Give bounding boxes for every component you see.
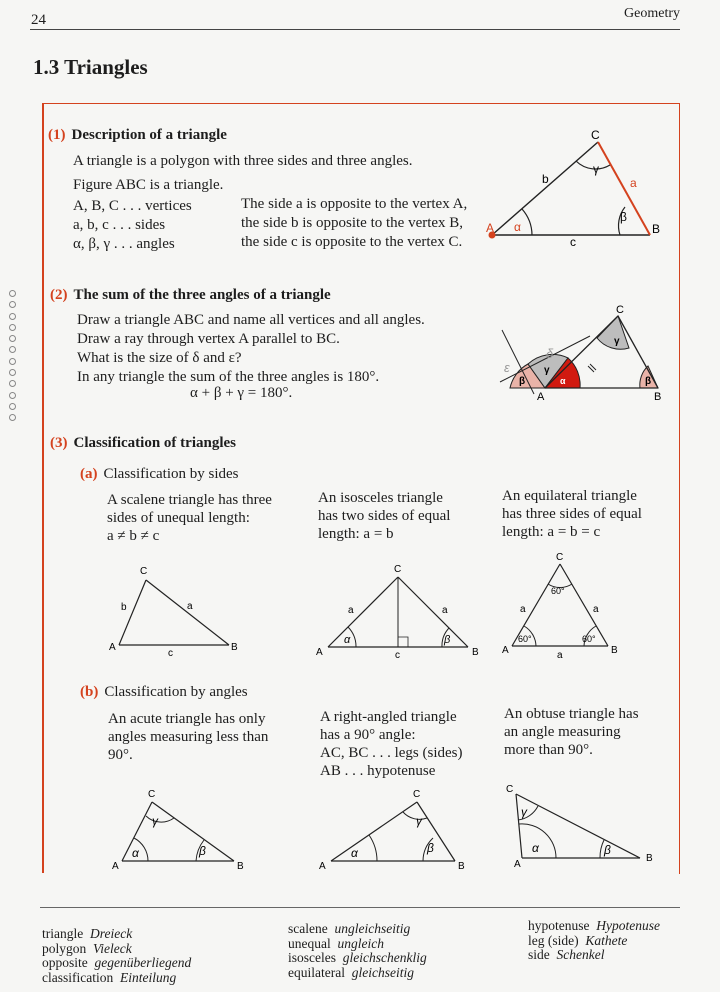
running-head: Geometry [624, 6, 680, 21]
svg-text:B: B [231, 642, 238, 653]
isosceles-triangle-figure [310, 560, 490, 660]
svg-text:α: α [532, 841, 539, 855]
svg-text:c: c [395, 650, 400, 660]
angle-alpha-label: α [514, 220, 521, 234]
svg-text:C: C [506, 784, 514, 795]
fig2-epsilon: ε [504, 360, 510, 375]
obtuse-triangle-figure [500, 780, 670, 872]
fig2-gamma-left: γ [544, 365, 550, 376]
triangle-abc-figure [480, 125, 670, 255]
section-3-heading: (3) Classification of triangles [50, 435, 236, 451]
svg-text:a: a [348, 605, 354, 616]
subsection-a-heading: (a) Classification by sides [80, 466, 239, 482]
svg-text:A: A [514, 859, 521, 870]
side-b-label: b [542, 172, 549, 186]
svg-text:60°: 60° [518, 634, 532, 644]
fig2-delta: δ [546, 346, 554, 361]
section-frame-left [42, 103, 44, 873]
svg-text:γ: γ [521, 805, 527, 819]
acute-text: An acute triangle has only angles measuring less than 90°. [108, 711, 269, 763]
svg-text:60°: 60° [551, 586, 565, 596]
binder-holes [9, 290, 17, 426]
svg-text:γ: γ [416, 814, 422, 828]
fig2-beta-right: β [645, 376, 652, 387]
scalene-text: A scalene triangle has three sides of unequal length: a ≠ b ≠ c [107, 492, 272, 544]
scalene-triangle-figure [105, 560, 250, 660]
svg-text:B: B [646, 853, 653, 864]
svg-text:β: β [199, 844, 206, 858]
svg-text:a: a [557, 650, 563, 660]
page-title: 1.3 Triangles [33, 55, 148, 79]
svg-text:C: C [148, 789, 156, 800]
svg-text:A: A [112, 861, 119, 872]
equilateral-text: An equilateral triangle has three sides of equal length: a = b = c [502, 488, 642, 540]
svg-text:A: A [502, 645, 509, 656]
fig2-alpha: α [560, 376, 566, 386]
section-1-heading: (1) Description of a triangle [48, 127, 227, 143]
section-1-line1: A triangle is a polygon with three sides and three angles. [73, 153, 413, 169]
svg-text:A: A [316, 647, 323, 658]
footer-rule [40, 907, 680, 908]
svg-text:B: B [472, 647, 479, 658]
vocab-column-2: scalene ungleichseitig unequal ungleich isosceles gleichschenklig equilateral gleichseitig [288, 921, 427, 980]
equilateral-triangle-figure [500, 550, 630, 660]
header-rule [30, 29, 680, 30]
svg-text:C: C [394, 564, 402, 575]
vertex-b-label: B [652, 222, 661, 236]
svg-text:C: C [413, 789, 421, 800]
vocab-column-1: triangle Dreieck polygon Vieleck opposite gegenüberliegend classification Einteilung [42, 926, 192, 985]
side-a-label: a [630, 176, 637, 190]
svg-text:α: α [344, 634, 351, 646]
section-2-body: Draw a triangle ABC and name all vertices and all angles. Draw a ray through vertex A parallel to BC. What is the size of δ and ε? In any triangle the sum of the three angles is 180°. [77, 312, 425, 385]
svg-text:c: c [168, 648, 173, 659]
fig2-gamma-top: γ [614, 336, 620, 347]
svg-text:A: A [109, 642, 116, 653]
section-1-defs-right: The side a is opposite to the vertex A, the side b is opposite to the vertex B, the side c is opposite to the vertex C. [241, 196, 468, 250]
svg-text:60°: 60° [582, 634, 596, 644]
svg-text:α: α [132, 846, 139, 860]
fig2-vertex-b: B [654, 391, 662, 403]
obtuse-text: An obtuse triangle has an angle measuring more than 90°. [504, 706, 639, 758]
svg-text:α: α [351, 846, 358, 860]
fig2-vertex-a: A [537, 391, 545, 403]
page-number: 24 [31, 12, 46, 28]
subsection-b-heading: (b) Classification by angles [80, 684, 248, 700]
svg-text:A: A [319, 861, 326, 872]
svg-text:b: b [121, 602, 127, 613]
acute-triangle-figure [110, 788, 250, 873]
fig2-beta-left: β [519, 376, 526, 387]
svg-text:β: β [604, 843, 611, 857]
svg-text:a: a [442, 605, 448, 616]
svg-text:a: a [520, 604, 526, 615]
svg-text:β: β [444, 634, 451, 646]
svg-text:a: a [593, 604, 599, 615]
angle-gamma-label: γ [593, 162, 599, 176]
isosceles-text: An isosceles triangle has two sides of equal length: a = b [318, 490, 451, 542]
right-triangle-figure [315, 788, 475, 873]
section-1-defs-left: A, B, C . . . vertices a, b, c . . . sides α, β, γ . . . angles [73, 198, 192, 252]
svg-text:C: C [140, 566, 148, 577]
svg-text:B: B [237, 861, 244, 872]
right-angled-text: A right-angled triangle has a 90° angle: AC, BC . . . legs (sides) AB . . . hypotenuse [320, 709, 463, 779]
svg-text:β: β [427, 841, 434, 855]
svg-text:a: a [187, 601, 193, 612]
svg-text:γ: γ [152, 814, 158, 828]
section-1-line2: Figure ABC is a triangle. [73, 177, 224, 193]
fig2-vertex-c: C [616, 304, 624, 316]
angle-beta-label: β [620, 210, 627, 224]
vertex-a-label: A [486, 221, 495, 235]
angle-sum-figure [498, 300, 668, 405]
svg-text:C: C [556, 552, 564, 563]
vocab-column-3: hypotenuse Hypotenuse leg (side) Kathete side Schenkel [528, 918, 660, 962]
angle-sum-formula: α + β + γ = 180°. [190, 385, 293, 401]
svg-text:B: B [458, 861, 465, 872]
vertex-c-label: C [591, 128, 600, 142]
section-2-heading: (2) The sum of the three angles of a triangle [50, 287, 331, 303]
side-c-label: c [570, 235, 576, 249]
svg-text:B: B [611, 645, 618, 656]
